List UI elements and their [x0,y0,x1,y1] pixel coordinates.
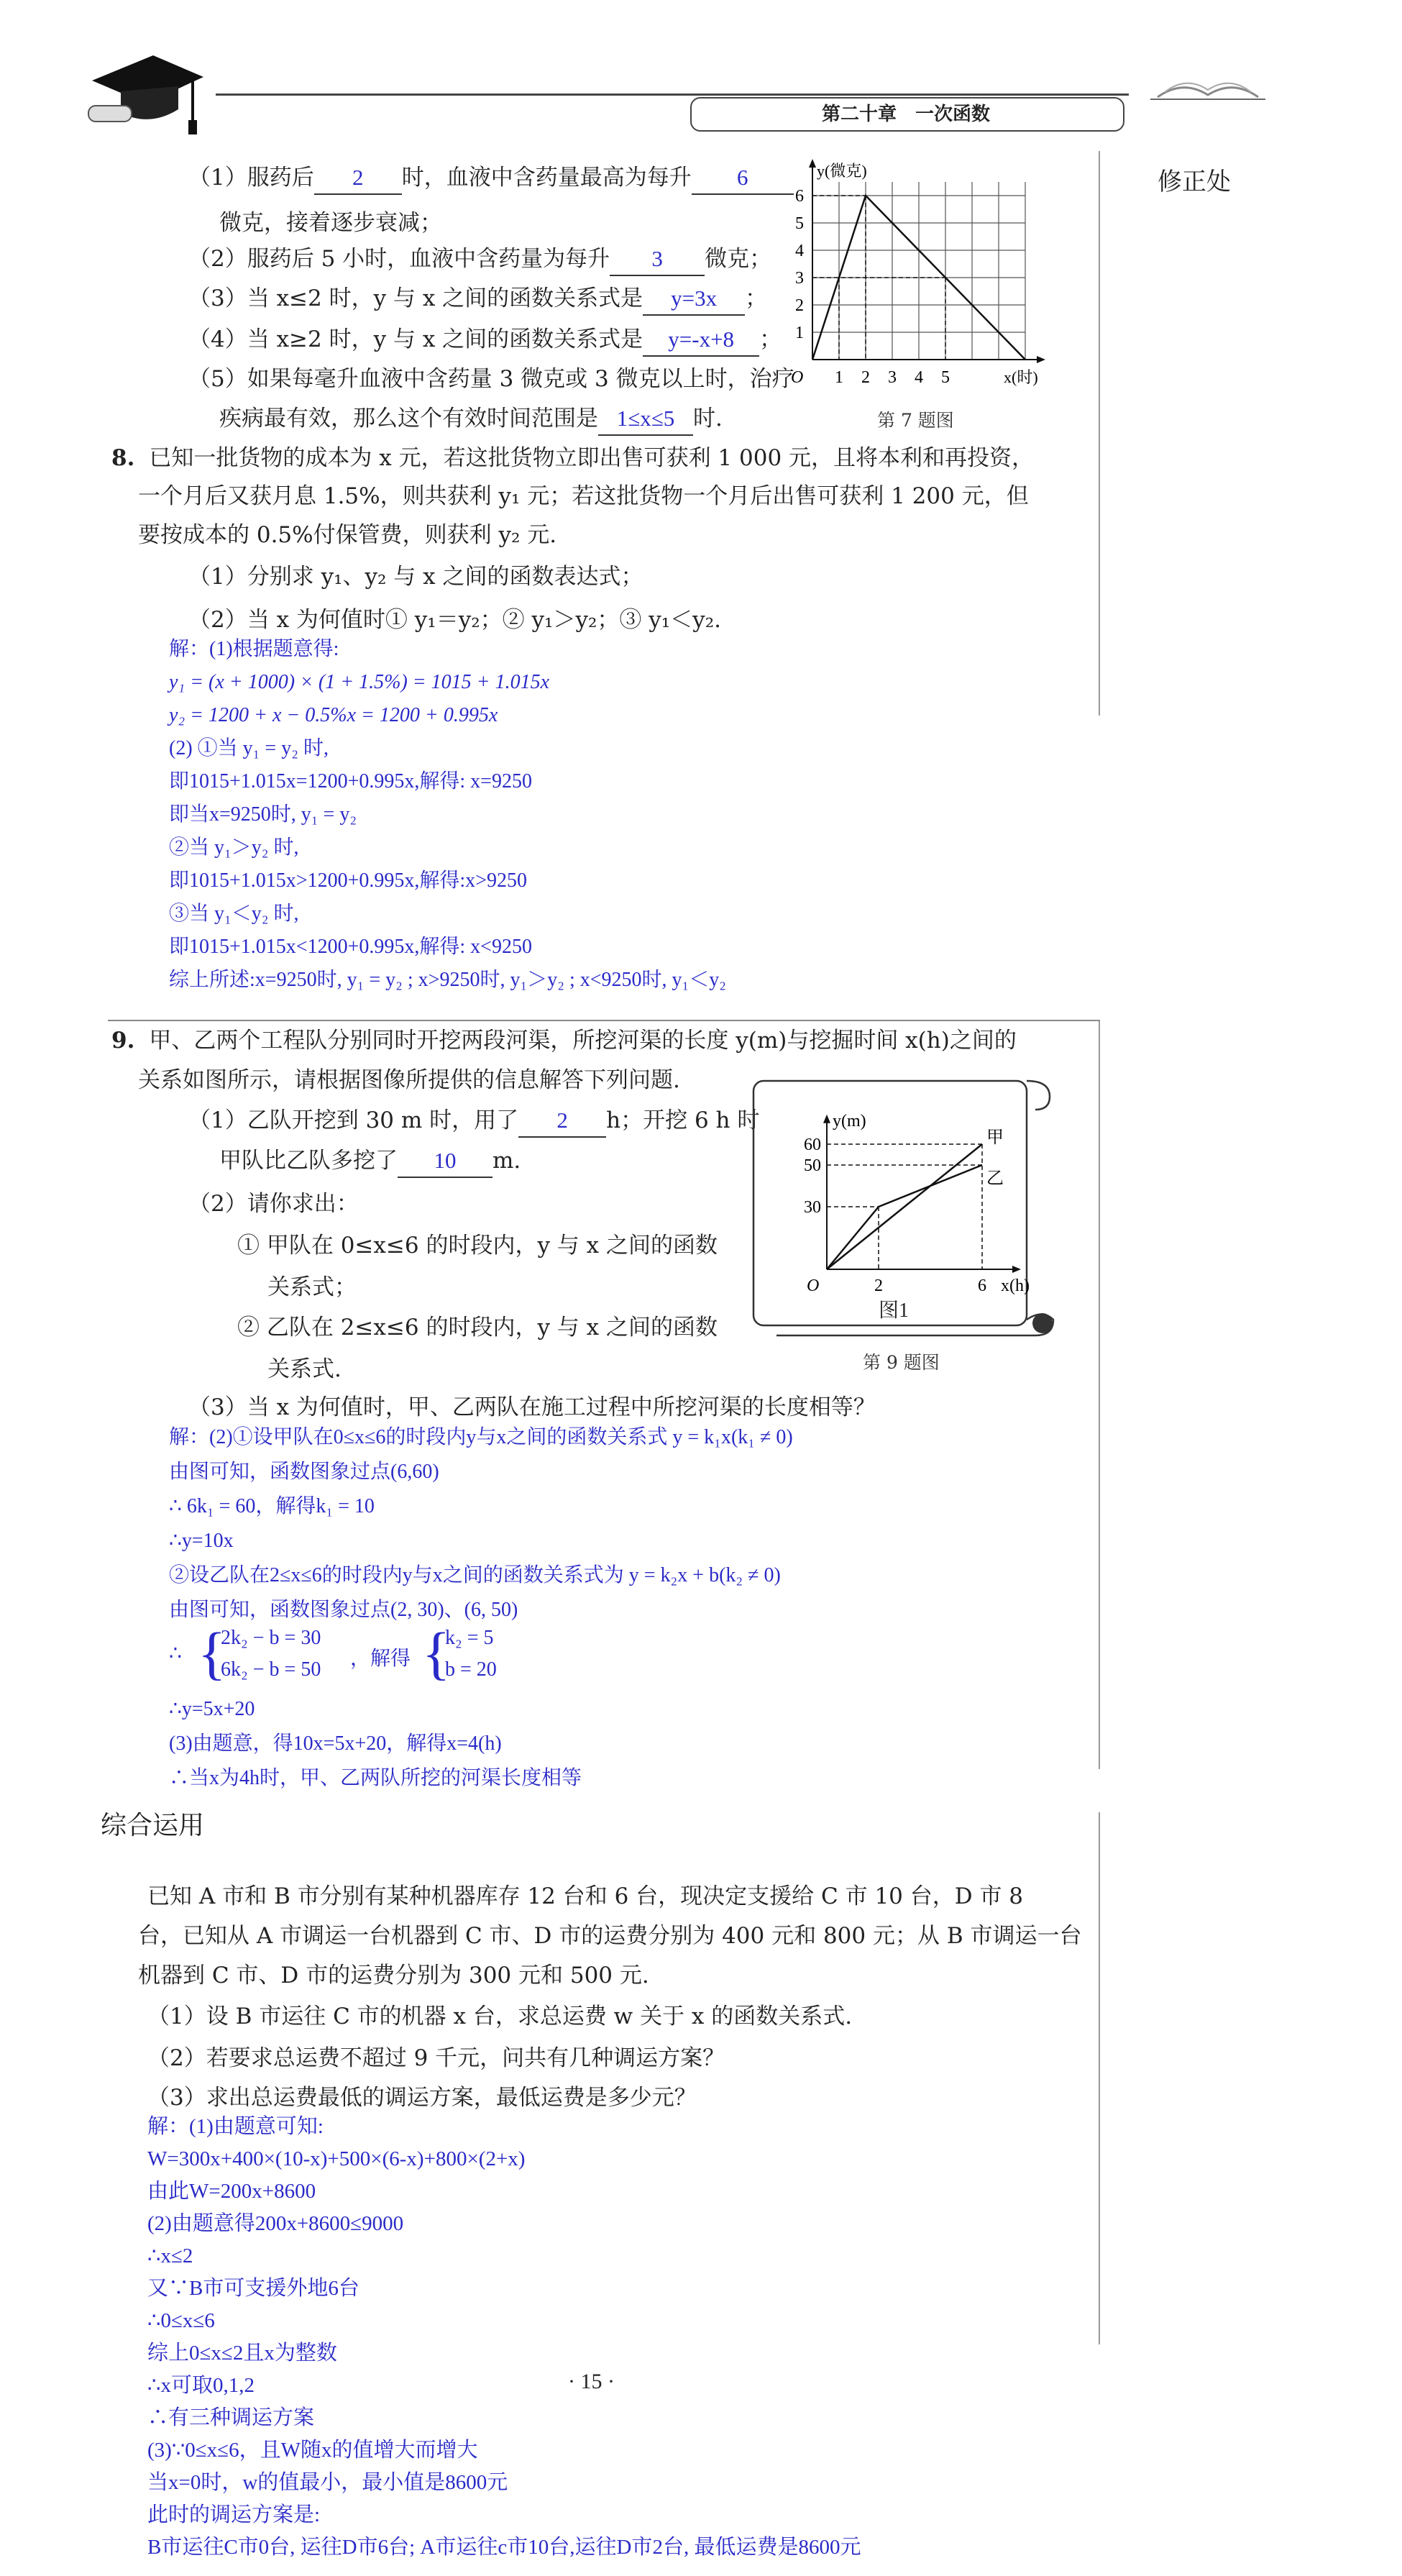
q9-blank-1: 2 [518,1105,606,1138]
q9-answer-line: ∴y=5x+20 [169,1698,255,1720]
chapter-title: 第二十章 一次函数 [821,104,990,125]
section-answer-line: 由此W=200x+8600 [147,2180,316,2203]
divider [108,1020,1100,1021]
y-tick-label: 4 [795,242,804,260]
section-line2: 台，已知从 A 市调运一台机器到 C 市、D 市的运费分别为 400 元和 800 元；从 B 市调运一台 [138,1923,1082,1949]
x-tick-label: 6 [978,1276,986,1295]
q9-answer [169,1420,793,1627]
therefore-symbol: ∴ [169,1643,182,1665]
q8-answer-line: 即当x=9250时, y₁ = y₂ [169,803,357,826]
q7-part2: （2）服药后 5 小时，血液中含药量为每升 3 微克； [188,243,771,276]
header [0,0,1402,137]
section-answer-line: 解：(1)由题意可知: [147,2115,324,2138]
q8-line1: 8. 已知一批货物的成本为 x 元，若这批货物立即出售可获利 1 000 元，且将本利和再投资， [111,445,1035,471]
q7-part1: （1）服药后 2 时，血液中含药量最高为每升 6 [188,162,794,195]
x-axis-arrow [1037,356,1045,363]
q7-part1-cont: 微克，接着逐步衰减； [219,210,442,236]
series-label: 乙 [986,1168,1004,1188]
q8-line4: （1）分别求 y₁、y₂ 与 x 之间的函数表达式； [188,564,643,590]
q8-answer-line: 即1015+1.015x<1200+0.995x,解得: x<9250 [169,936,532,958]
q7-chart [769,155,1071,399]
q7-part5-line1: （5）如果每毫升血液中含药量 3 微克或 3 微克以上时，治疗 [188,366,794,392]
q7-part3: （3）当 x≤2 时，y 与 x 之间的函数关系式是 y=3x ； [188,283,767,316]
section-answer-line: (3)∵0≤x≤6，且W随x的值增大而增大 [147,2439,478,2462]
q8-answer-line: 解：(1)根据题意得: [169,638,339,660]
y-tick-label: 60 [804,1136,821,1154]
section-answer-line: ∴0≤x≤6 [147,2309,215,2332]
series-label: 甲 [986,1127,1004,1147]
section-line3: 机器到 C 市、D 市的运费分别为 300 元和 500 元. [138,1963,649,1988]
q7-blank-3: 3 [610,243,705,276]
y-tick-label: 50 [804,1156,821,1175]
section-line6: （3）求出总运费最低的调运方案，最低运费是多少元？ [147,2085,697,2111]
q9-line7: 关系式； [267,1274,357,1300]
x-tick-label: 2 [874,1276,883,1295]
y-axis-arrow [823,1115,830,1123]
q8-line3: 要按成本的 0.5%付保管费，则获利 y₂ 元. [138,522,557,548]
q8-answer-line: y₂ = 1200 + x − 0.5%x = 1200 + 0.995x [169,704,498,726]
q7-caption: 第 7 题图 [877,410,954,431]
x-tick-label: 2 [861,368,870,387]
q9-line6: ① 甲队在 0≤x≤6 的时段内，y 与 x 之间的函数 [237,1233,718,1259]
margin-rule-2 [1099,1021,1100,1769]
q9-chart [776,1104,1030,1302]
q9-number: 9. [111,1028,135,1054]
q9-line1: 9. 甲、乙两个工程队分别同时开挖两段河渠，所挖河渠的长度 y(m)与挖掘时间 x(h)之间的 [111,1028,1017,1054]
x-axis-label: x(时) [1004,368,1038,386]
q7-blank-5: y=-x+8 [643,324,759,357]
section-answer-line: ∴有三种调运方案 [147,2406,315,2429]
q9-answer-line: ②设乙队在2≤x≤6的时段内y与x之间的函数关系式为 y = k₂x + b(k₂ ≠ 0) [169,1564,781,1586]
system-eq-2: 6k₂ − b = 50 [221,1658,321,1681]
q9-figure-label: 图1 [879,1300,910,1322]
q7-blank-2: 6 [692,162,794,195]
margin-rule-1 [1099,151,1100,716]
q9-line3: （1）乙队开挖到 30 m 时，用了 2 h；开挖 6 h 时 [188,1105,759,1138]
graduation-cap-icon [85,37,207,138]
section-answer-line: B市运往C市0台, 运往D市6台; A市运往c市10台,运往D市2台, 最低运费是8600元 [147,2536,861,2559]
q8-answer-line: 即1015+1.015x>1200+0.995x,解得:x>9250 [169,869,527,892]
q8-answer-line: ②当 y₁＞y₂ 时, [169,836,299,859]
section-line4: （1）设 B 市运往 C 市的机器 x 台，求总运费 w 关于 x 的函数关系式. [147,2004,853,2029]
section-answer [147,2111,861,2564]
section-answer-line: W=300x+400×(10-x)+500×(6-x)+800×(2+x) [147,2147,526,2170]
q9-line8: ② 乙队在 2≤x≤6 的时段内，y 与 x 之间的函数 [237,1315,718,1340]
y-axis-arrow [809,159,816,168]
section-answer-line: 此时的调运方案是: [147,2503,321,2526]
origin-label: O [807,1276,820,1295]
section-title: 综合运用 [101,1811,205,1840]
q7-blank-4: y=3x [643,283,745,316]
q9-answer-line: 由图可知，函数图象过点(2, 30)、(6, 50) [169,1599,518,1621]
q9-answer-line: ∴ 6k₁ = 60，解得k₁ = 10 [169,1495,375,1517]
q8-line5: （2）当 x 为何值时① y₁＝y₂；② y₁＞y₂；③ y₁＜y₂. [188,607,721,633]
q9-answer-line: (3)由题意，得10x=5x+20，解得x=4(h) [169,1732,502,1755]
y-tick-label: 6 [795,187,804,206]
q8-answer-line: (2) ①当 y₁ = y₂ 时, [169,737,329,759]
q9-answer-line: ∴y=10x [169,1530,234,1552]
q9-line4: 甲队比乙队多挖了 10 m. [219,1145,521,1178]
margin-rule-3 [1099,1812,1100,2344]
q7-blank-1: 2 [314,162,402,195]
x-tick-label: 4 [915,368,923,387]
y-tick-label: 3 [795,269,804,288]
section-answer-line: 当x=0时，w的值最小，最小值是8600元 [147,2471,508,2494]
y-tick-label: 2 [795,296,804,315]
section-answer-line: ∴x≤2 [147,2244,193,2267]
x-tick-label: 3 [888,368,897,387]
q9-answer-line: 解：(2)①设甲队在0≤x≤6的时段内y与x之间的函数关系式 y = k₁x(k₁ ≠ 0) [169,1426,793,1448]
y-tick-label: 1 [795,324,804,342]
q7-blank-6: 1≤x≤5 [598,403,693,436]
system-sol-2: b = 20 [445,1658,497,1681]
x-axis-label: x(h) [1001,1276,1030,1295]
q8-number: 8. [111,445,135,471]
section-line5: （2）若要求总运费不超过 9 千元，问共有几种调运方案？ [147,2045,725,2071]
q8-answer-line: ③当 y₁＜y₂ 时, [169,903,299,925]
section-line1: 已知 A 市和 B 市分别有某种机器库存 12 台和 6 台，现决定支援给 C 市 10 台，D 市 8 [147,1883,1024,1909]
y-axis-label: y(m) [833,1111,866,1131]
q9-answer-line: ∴当x为4h时，甲、乙两队所挖的河渠长度相等 [169,1767,582,1789]
q9-answer-line: 由图可知，函数图象过点(6,60) [169,1461,439,1483]
q8-answer-line: 即1015+1.015x=1200+0.995x,解得: x=9250 [169,770,532,793]
header-rule [216,93,1129,96]
y-axis-label: y(微克) [817,162,867,180]
q9-line10: （3）当 x 为何值时，甲、乙两队在施工过程中所挖河渠的长度相等？ [188,1394,876,1420]
q7-part4: （4）当 x≥2 时，y 与 x 之间的函数关系式是 y=-x+8 ； [188,324,782,357]
open-book-icon [1150,65,1265,108]
q8-answer [169,633,726,997]
origin-label: O [791,368,804,387]
q8-line2: 一个月后又获月息 1.5%，则共获利 y₁ 元；若这批货物一个月后出售可获利 1 200 元，但 [138,483,1029,509]
y-tick-label: 30 [804,1198,821,1217]
right-brace: { [422,1620,451,1686]
q8-answer-line: y₁ = (x + 1000) × (1 + 1.5%) = 1015 + 1.015x [169,671,550,693]
section-answer-line: 又∵B市可支援外地6台 [147,2277,359,2300]
q9-line9: 关系式. [267,1356,342,1382]
y-tick-label: 5 [795,214,804,233]
q9-answer-2 [169,1692,582,1796]
q9-line2: 关系如图所示，请根据图像所提供的信息解答下列问题. [138,1067,680,1093]
series-line [827,1165,982,1269]
system-solve-label: ，解得 [350,1648,411,1670]
q9-blank-2: 10 [398,1145,492,1178]
side-label: 修正处 [1158,168,1231,196]
x-tick-label: 5 [941,368,950,387]
q9-line5: （2）请你求出： [188,1191,359,1217]
system-sol-1: k₂ = 5 [445,1627,494,1649]
section-answer-line: (2)由题意得200x+8600≤9000 [147,2212,404,2235]
page-number: · 15 · [568,2370,615,2393]
x-tick-label: 1 [835,368,843,387]
q9-caption: 第 9 题图 [863,1352,940,1373]
q7-part5-line2: 疾病最有效，那么这个有效时间范围是 1≤x≤5 时. [219,403,723,436]
left-brace: { [198,1620,226,1686]
section-answer-line: ∴x可取0,1,2 [147,2374,255,2397]
q8-answer-line: 综上所述:x=9250时, y₁ = y₂ ; x>9250时, y₁＞y₂ ; x<9250时, y₁＜y₂ [169,969,727,991]
section-answer-line: 综上0≤x≤2且x为整数 [147,2342,337,2365]
system-eq-1: 2k₂ − b = 30 [221,1627,321,1649]
